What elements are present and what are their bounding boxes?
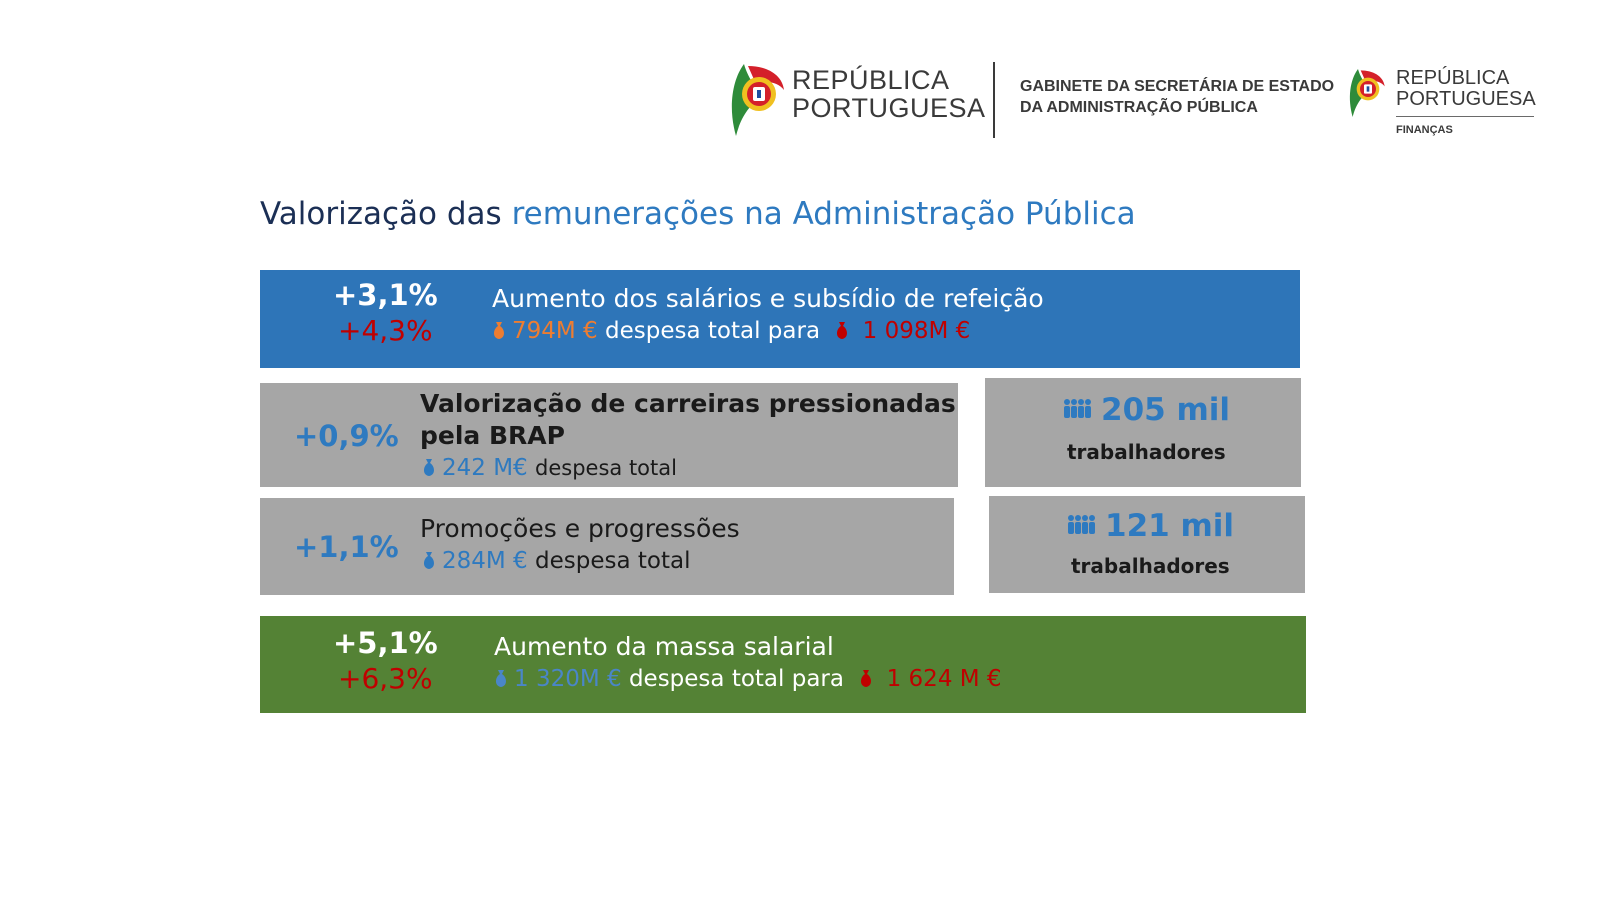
promocoes-block [260,498,954,595]
title-part-2: remunerações na Administração Pública [511,196,1136,232]
salarios-mid: despesa total para [605,318,821,344]
money-bag-icon [422,457,436,483]
salarios-amounts [492,318,970,346]
promocoes-amounts [422,548,690,576]
gabinete-text [1020,76,1334,118]
massa-pct-main: +5,1% [333,626,438,660]
promocoes-count-block [989,496,1305,593]
carreiras-amount: 242 M€ [442,455,528,481]
salarios-amount: 794M € [512,318,598,344]
republica-portuguesa-emblem [726,60,786,140]
promocoes-count-label: trabalhadores [1071,554,1230,578]
massa-mid: despesa total para [628,666,844,692]
title-part-1: Valorização das [260,196,502,232]
carreiras-mid: despesa total [535,456,677,480]
carreiras-pct: +0,9% [294,419,399,453]
people-icon [1067,508,1097,544]
promocoes-count [1067,508,1234,544]
logo-financas-text [1396,68,1536,110]
massa-amount-alt: 1 624 M € [886,666,1002,692]
logo-financas-rule [1396,116,1534,117]
carreiras-label-2: pela BRAP [420,421,565,450]
gabinete-line-1: GABINETE DA SECRETÁRIA DE ESTADO [1020,78,1335,95]
massa-label: Aumento da massa salarial [494,632,834,661]
carreiras-count-label: trabalhadores [1067,440,1226,464]
massa-amount: 1 320M € [514,666,622,692]
page-title [260,196,1136,232]
salarios-block [260,270,1300,368]
massa-amounts [494,666,1002,694]
money-bag-icon [422,550,436,576]
salarios-amount-alt: 1 098M € [862,318,971,344]
massa-pct-alt: +6,3% [338,662,433,695]
logo-fin-line-2: PORTUGUESA [1396,88,1536,110]
carreiras-count [1063,392,1230,428]
promocoes-mid: despesa total [535,548,691,574]
salarios-label: Aumento dos salários e subsídio de refeição [492,284,1044,313]
massa-salarial-block [260,616,1306,713]
carreiras-label-1: Valorização de carreiras pressionadas [420,389,956,418]
carreiras-amounts [422,455,677,483]
people-icon [1063,392,1093,428]
carreiras-count-block [985,378,1301,487]
money-bag-icon [492,320,506,346]
money-bag-icon [494,668,508,694]
salarios-pct-alt: +4,3% [338,314,433,347]
logo-line-1: REPÚBLICA [792,65,950,95]
gabinete-line-2: DA ADMINISTRAÇÃO PÚBLICA [1020,99,1258,116]
financas-emblem [1346,66,1386,120]
logo-financas-sub: FINANÇAS [1396,124,1453,136]
promocoes-amount: 284M € [442,548,528,574]
promocoes-label: Promoções e progressões [420,514,740,543]
money-bag-icon [859,668,873,694]
logo-line-2: PORTUGUESA [792,93,986,123]
carreiras-count-value: 205 mil [1101,392,1231,428]
money-bag-icon [835,320,849,346]
carreiras-block [260,383,958,487]
logo-republica-text [792,66,986,122]
salarios-pct-main: +3,1% [333,278,438,312]
header-divider [993,62,995,138]
logo-fin-line-1: REPÚBLICA [1396,67,1510,89]
promocoes-count-value: 121 mil [1105,508,1235,544]
promocoes-pct: +1,1% [294,530,399,564]
